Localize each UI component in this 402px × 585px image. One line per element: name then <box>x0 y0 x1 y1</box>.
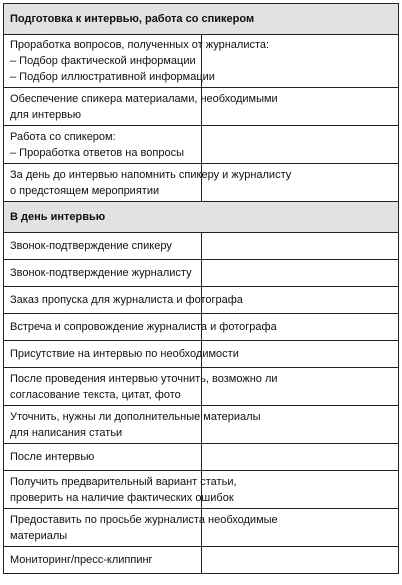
task-text: Получить предварительный вариант статьи, <box>10 475 237 488</box>
task-cell <box>4 35 270 88</box>
task-text: После интервью <box>10 451 95 463</box>
task-cell <box>4 164 292 202</box>
section-title: В день интервью <box>4 202 399 233</box>
check-cell[interactable] <box>201 547 399 574</box>
task-cell <box>4 287 243 314</box>
task-text: материалы <box>10 529 68 542</box>
check-cell[interactable] <box>201 260 399 287</box>
task-text: Проработка вопросов, полученных от журналиста: <box>10 39 270 51</box>
task-text: За день до интервью напомнить спикеру и журналисту <box>10 168 292 181</box>
task-subitem: – Проработка ответов на вопросы <box>10 146 184 159</box>
task-subitem: – Подбор иллюстративной информации <box>10 71 215 83</box>
checklist-row <box>4 341 399 368</box>
checklist-row <box>4 233 399 260</box>
task-text: Уточнить, нужны ли дополнительные материалы <box>10 410 261 423</box>
checklist-row <box>4 509 399 547</box>
task-cell <box>4 547 202 574</box>
check-cell[interactable] <box>201 444 399 471</box>
checklist-row <box>4 471 399 509</box>
task-cell <box>4 471 237 509</box>
task-cell <box>4 126 202 164</box>
task-cell <box>4 233 202 260</box>
checklist-table <box>3 3 399 574</box>
task-text: Работа со спикером: <box>10 130 116 143</box>
section-title: Подготовка к интервью, работа со спикером <box>4 4 399 35</box>
task-text: проверить на наличие фактических ошибок <box>10 491 234 504</box>
task-cell <box>4 314 277 341</box>
checklist-row <box>4 35 399 88</box>
task-text: Встреча и сопровождение журналиста и фотографа <box>10 321 277 333</box>
task-cell <box>4 406 261 444</box>
task-cell <box>4 341 239 368</box>
checklist-row <box>4 164 399 202</box>
task-cell <box>4 88 278 126</box>
task-text: Присутствие на интервью по необходимости <box>10 348 239 360</box>
checklist-row <box>4 368 399 406</box>
task-text: о предстоящем мероприятии <box>10 184 160 197</box>
task-text: Предоставить по просьбе журналиста необходимые <box>10 513 278 526</box>
task-text: для интервью <box>10 108 82 121</box>
task-text: согласование текста, цитат, фото <box>10 388 181 401</box>
check-cell[interactable] <box>201 126 399 164</box>
task-cell <box>4 509 278 547</box>
task-cell <box>4 260 202 287</box>
task-text: Звонок-подтверждение спикеру <box>10 240 172 252</box>
task-text: Мониторинг/пресс-клиппинг <box>10 554 153 566</box>
section-header <box>4 4 399 35</box>
task-cell <box>4 368 278 406</box>
task-cell <box>4 444 202 471</box>
checklist-row <box>4 260 399 287</box>
checklist-body <box>4 4 399 574</box>
task-text: Звонок-подтверждение журналисту <box>10 267 192 279</box>
checklist-row <box>4 88 399 126</box>
check-cell[interactable] <box>201 233 399 260</box>
checklist-row <box>4 444 399 471</box>
task-text: Обеспечение спикера материалами, необходимыми <box>10 92 278 105</box>
task-text: для написания статьи <box>10 426 123 439</box>
checklist-row <box>4 406 399 444</box>
section-header <box>4 202 399 233</box>
checklist-row <box>4 314 399 341</box>
task-subitem: – Подбор фактической информации <box>10 55 196 67</box>
checklist-row <box>4 126 399 164</box>
task-text: После проведения интервью уточнить, возможно ли <box>10 372 278 385</box>
task-text: Заказ пропуска для журналиста и фотографа <box>10 294 243 306</box>
checklist-row <box>4 287 399 314</box>
checklist-row <box>4 547 399 574</box>
